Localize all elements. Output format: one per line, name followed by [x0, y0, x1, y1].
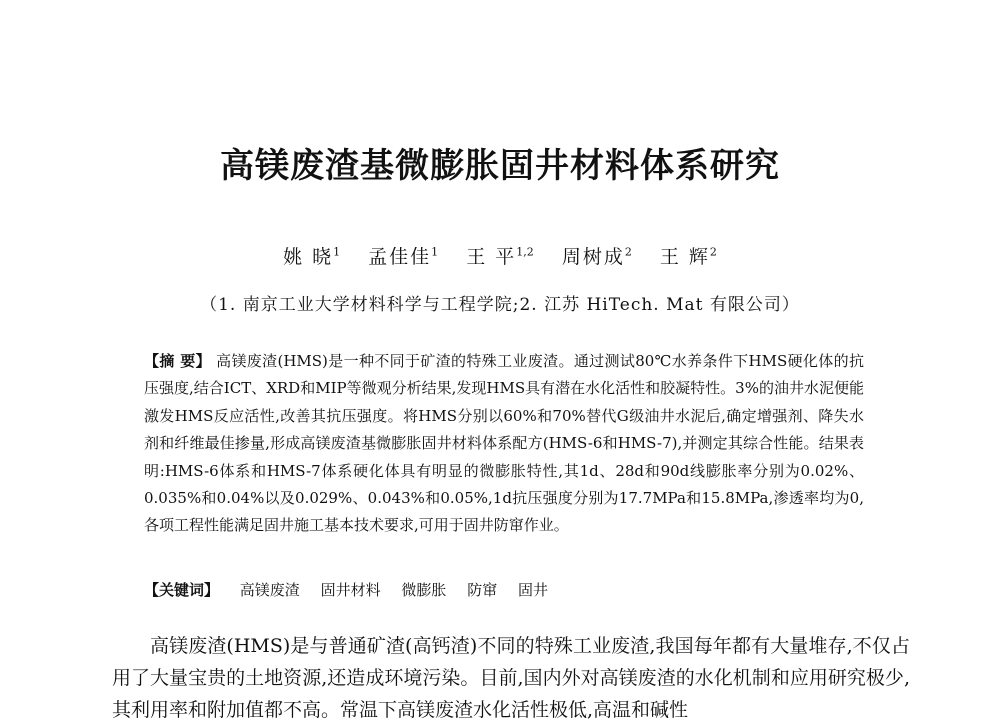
affiliation: （1. 南京工业大学材料科学与工程学院;2. 江苏 HiTech. Mat 有限公司）: [200, 295, 800, 315]
author-list: [0, 242, 1000, 269]
abstract-text: 高镁废渣(HMS)是一种不同于矿渣的特殊工业废渣。通过测试80℃水养条件下HMS硬化体的抗压强度,结合ICT、XRD和MIP等微观分析结果,发现HMS具有潜在水化活性和胶凝特性。3%的油井水泥便能激发HMS反应活性,改善其抗压强度。将HMS分别以60%和70%替代G级油井水泥后,确定增强剂、降失水剂和纤维最佳掺量,形成高镁废渣基微膨胀固井材料体系配方(HMS-6和HMS-7),并测定其综合性能。结果表明:HMS-6体系和HMS-7体系硬化体具有明显的微膨胀特性,其1d、28d和90d线膨胀率分别为0.02%、0.035%和0.04%以及0.029%、0.043%和0.05%,1d抗压强度分别为17.7MPa和15.8MPa,渗透率均为0,各项工程性能满足固井施工基本技术要求,可用于固井防窜作业。: [144, 352, 864, 535]
keyword: 高镁废渣: [239, 581, 300, 599]
author: 王 辉$^2$: [659, 245, 717, 268]
body-paragraph: 高镁废渣(HMS)是与普通矿渣(高钙渣)不同的特殊工业废渣,我国每年都有大量堆存,不仅占用了大量宝贵的土地资源,还造成环境污染。目前,国内外对高镁废渣的水化机制和应用研究极少,其利用率和附加值都不高。常温下高镁废渣水化活性极低,高温和碱性: [112, 635, 910, 721]
abstract-label: 【摘 要】: [144, 352, 211, 370]
abstract: [144, 348, 864, 540]
keyword: 微膨胀: [401, 581, 447, 599]
author: 周树成$^2$: [561, 245, 632, 268]
paper-title: 高镁废渣基微膨胀固井材料体系研究: [220, 146, 780, 186]
author: 王 平$^{1,2}$: [466, 245, 534, 268]
keyword: 固井材料: [320, 581, 381, 599]
keywords-label: 【关键词】: [144, 581, 220, 599]
author: 姚 晓$^1$: [283, 245, 341, 268]
author: 孟佳佳$^1$: [368, 245, 439, 268]
keyword: 固井: [517, 581, 548, 599]
keywords: [144, 578, 864, 602]
keyword: 防窜: [467, 581, 498, 599]
